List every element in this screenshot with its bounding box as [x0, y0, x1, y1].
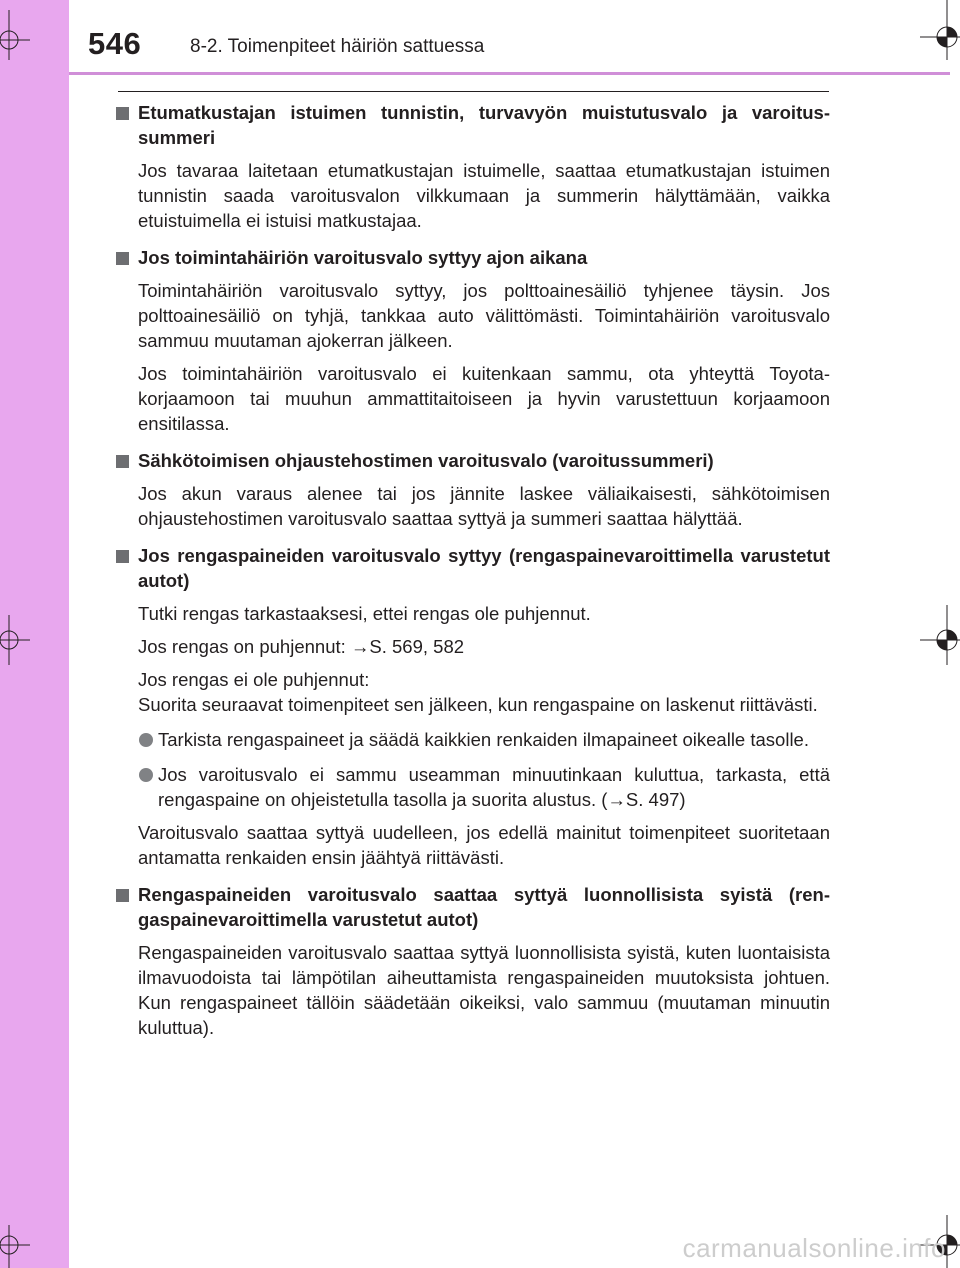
- heading-text: Jos rengaspaineiden varoitusvalo syttyy (rengaspainevaroittimella varustetut autot): [138, 545, 830, 591]
- section-heading: [116, 245, 830, 270]
- heading-text: Jos toimintahäiriön varoitusvalo syttyy ajon aikana: [138, 247, 588, 268]
- heading-text: Etumatkustajan istuimen tunnistin, turvavyön muistutusvalo ja varoitussummeri: [138, 102, 830, 148]
- section-tire-pressure-natural: [116, 882, 830, 1040]
- section-title: 8-2. Toimenpiteet häiriön sattuessa: [190, 36, 485, 57]
- section-malfunction-light: [116, 245, 830, 436]
- section-power-steering-light: [116, 448, 830, 531]
- section-tire-pressure-light: [116, 543, 830, 870]
- content-top-rule: [118, 91, 829, 92]
- crop-mark-top-right: [920, 0, 960, 60]
- crop-mark-right-middle: [920, 605, 960, 665]
- watermark: carmanualsonline.info: [682, 1233, 946, 1263]
- square-bullet-icon: [116, 107, 129, 120]
- crop-mark-left-middle: [0, 615, 30, 665]
- list-item-text: Tarkista rengaspaineet ja säädä kaikkien renkaiden ilmapaineet oikealle tasolle.: [158, 729, 809, 750]
- body-paragraph: Jos akun varaus alenee tai jos jännite laskee väliaikaisesti, sähkötoimisen ohjaustehostimen varoitusvalo saattaa syttyä ja summeri saattaa hälyttää.: [138, 483, 830, 529]
- body-paragraph: Jos rengas on puhjennut: →S. 569, 582: [138, 636, 465, 657]
- list-item: [116, 727, 830, 752]
- section-heading: [116, 100, 830, 150]
- heading-text: Sähkötoimisen ohjaustehostimen varoitusvalo (varoitussummeri): [138, 450, 714, 471]
- square-bullet-icon: [116, 455, 129, 468]
- crop-mark-top-left: [0, 10, 30, 60]
- section-heading: [116, 448, 830, 473]
- body-paragraph: Tutki rengas tarkastaaksesi, ettei rengas ole puhjennut.: [138, 603, 591, 624]
- section-heading: [116, 882, 830, 932]
- body-paragraph: Jos rengas ei ole puhjennut: Suorita seuraavat toimenpiteet sen jälkeen, kun rengaspaine on laskenut riittävästi.: [138, 669, 818, 715]
- page-number: 546: [88, 26, 142, 61]
- body-paragraph: Varoitusvalo saattaa syttyä uudelleen, jos edellä mainitut toimenpiteet suoritetaan antamatta renkaiden ensin jäähtyä riittävästi.: [138, 822, 830, 868]
- list-item: [116, 762, 830, 812]
- round-bullet-icon: [139, 733, 153, 747]
- body-paragraph: Jos tavaraa laitetaan etumatkustajan istuimelle, saattaa etumatkustajan istuimen tunnistin saada varoitusvalon vilkkumaan ja summerin hälyttämään, vaikka etuistuimella ei istuisi matkustajaa.: [138, 160, 830, 231]
- list-item-text: Jos varoitusvalo ei sammu useamman minuutinkaan kuluttua, tarkasta, että rengaspaine on ohjeistetulla tasolla ja suorita alustus. (→S. 497): [158, 764, 830, 810]
- round-bullet-icon: [139, 768, 153, 782]
- section-passenger-seat-sensor: [116, 100, 830, 233]
- body-paragraph: Rengaspaineiden varoitusvalo saattaa syttyä luonnollisista syistä, kuten luontaisista ilmavuodoista tai lämpötilan aiheuttamista rengaspaineiden muutoksista johtuen. Kun rengaspaineet tällöin säädetään oikeiksi, valo sammuu (muutaman minuutin kuluttua).: [138, 942, 830, 1038]
- square-bullet-icon: [116, 889, 129, 902]
- body-paragraph: Toimintahäiriön varoitusvalo syttyy, jos polttoainesäiliö tyhjenee täysin. Jos polttoainesäiliö on tyhjä, tankkaa auto välittömästi. Toimintahäiriön varoitusvalo sammuu muutaman ajokerran jälkeen.: [138, 280, 830, 351]
- square-bullet-icon: [116, 550, 129, 563]
- crop-mark-bottom-left: [0, 1225, 30, 1268]
- square-bullet-icon: [116, 252, 129, 265]
- heading-text: Rengaspaineiden varoitusvalo saattaa syttyä luonnollisista syistä (rengaspainevaroittimella varustetut autot): [138, 884, 830, 930]
- page-content: [116, 100, 830, 1052]
- header-divider: [69, 72, 950, 75]
- section-heading: [116, 543, 830, 593]
- body-paragraph: Jos toimintahäiriön varoitusvalo ei kuitenkaan sammu, ota yhteyttä Toyota-korjaamoon tai muuhun ammattitaitoiseen ja hyvin varustettuun korjaamoon ensitilassa.: [138, 363, 830, 434]
